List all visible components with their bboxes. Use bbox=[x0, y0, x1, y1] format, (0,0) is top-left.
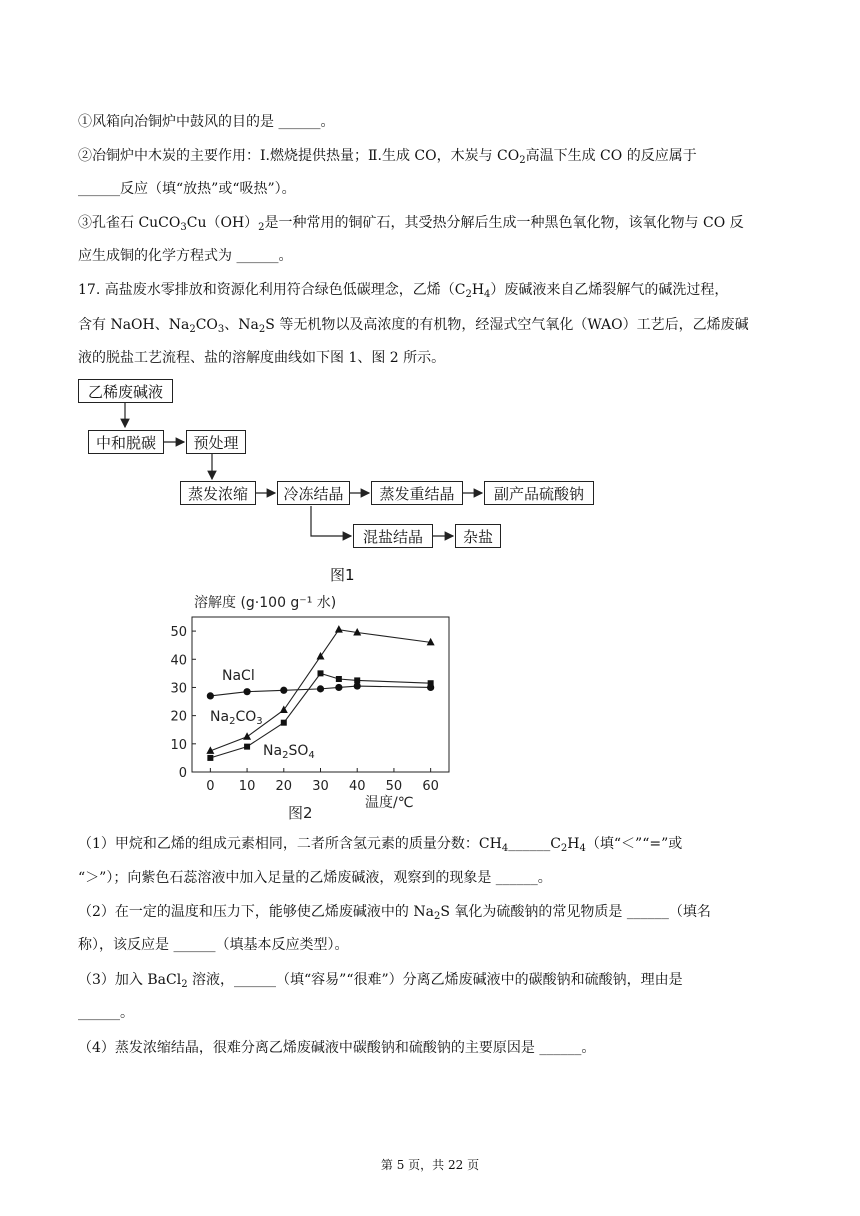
data-point-na2co3 bbox=[244, 744, 250, 750]
x-tick-label: 50 bbox=[385, 779, 403, 794]
flow-box-mixed-salt-crystallize: 混盐结晶 bbox=[353, 524, 433, 548]
data-point-nacl bbox=[207, 692, 214, 699]
y-tick-label: 10 bbox=[170, 737, 187, 753]
y-tick-label: 50 bbox=[170, 625, 187, 641]
line-q3-part1: （3）加入 BaCl$_2$ 溶液，______（填“容易”“很难”）分离乙烯废碱液中的碳酸钠和硫酸钠，理由是 bbox=[78, 972, 683, 990]
data-point-nacl bbox=[280, 687, 287, 694]
x-tick-label: 30 bbox=[312, 779, 329, 794]
flow-box-recrystallize: 蒸发重结晶 bbox=[371, 481, 463, 505]
series-label-na2co3: $Na_2CO_3$ bbox=[210, 709, 263, 727]
flow-box-freeze-crystallize: 冷冻结晶 bbox=[277, 481, 350, 505]
figure2-caption: 图2 bbox=[288, 804, 313, 822]
series-label-nacl: NaCl bbox=[222, 668, 255, 684]
flow-box-neutralize-decarbonize: 中和脱碳 bbox=[88, 430, 164, 454]
flow-box-mixed-salt: 杂盐 bbox=[455, 524, 501, 548]
figure1-caption: 图1 bbox=[330, 566, 355, 584]
y-tick-label: 20 bbox=[170, 709, 187, 725]
data-point-na2co3 bbox=[318, 670, 324, 676]
data-point-na2so4 bbox=[335, 625, 343, 633]
data-point-na2co3 bbox=[428, 680, 434, 686]
y-tick-label: 30 bbox=[170, 681, 187, 697]
line-q17-figures: 液的脱盐工艺流程、盐的溶解度曲线如下图 1、图 2 所示。 bbox=[78, 350, 446, 366]
chart-x-label: 温度/℃ bbox=[365, 795, 414, 811]
data-point-na2co3 bbox=[354, 677, 360, 683]
chart-y-label: 溶解度 (g·100 g⁻¹ 水) bbox=[194, 595, 337, 611]
data-point-na2co3 bbox=[207, 755, 213, 761]
x-tick-label: 40 bbox=[348, 779, 366, 794]
data-point-nacl bbox=[335, 684, 342, 691]
chart-plot-frame bbox=[192, 617, 449, 772]
data-point-na2co3 bbox=[281, 720, 287, 726]
series-label-na2so4: $Na_2SO_4$ bbox=[263, 743, 315, 761]
line-q4: （4）蒸发浓缩结晶，很难分离乙烯废碱液中碳酸钠和硫酸钠的主要原因是 ______。 bbox=[78, 1040, 596, 1056]
line-q3-part2: ______。 bbox=[78, 1005, 134, 1021]
line-charcoal-role: ②冶铜炉中木炭的主要作用：Ⅰ.燃烧提供热量；Ⅱ.生成 CO，木炭与 $CO_2$高温下生成 CO 的反应属于 bbox=[78, 148, 697, 166]
flow-box-byproduct-sodium-sulfate: 副产品硫酸钠 bbox=[484, 481, 594, 505]
x-tick-label: 10 bbox=[238, 779, 256, 794]
y-tick-label: 40 bbox=[170, 653, 187, 669]
flow-box-waste-lye: 乙稀废碱液 bbox=[78, 379, 173, 403]
line-bellows-question: ①风箱向冶铜炉中鼓风的目的是 ______。 bbox=[78, 114, 335, 130]
data-point-nacl bbox=[317, 685, 324, 692]
data-point-na2co3 bbox=[336, 676, 342, 682]
data-point-na2so4 bbox=[243, 732, 251, 740]
data-point-nacl bbox=[243, 688, 250, 695]
line-q2-part2: 称），该反应是 ______（填基本反应类型）。 bbox=[78, 937, 349, 953]
flow-box-evaporate-concentrate: 蒸发浓缩 bbox=[180, 481, 256, 505]
y-tick-label: 0 bbox=[178, 766, 187, 781]
x-tick-label: 20 bbox=[275, 779, 293, 794]
x-tick-label: 0 bbox=[206, 779, 215, 794]
line-q1-part2: “＞”）；向紫色石蕊溶液中加入足量的乙烯废碱液，观察到的现象是 ______。 bbox=[78, 870, 552, 886]
line-q17-composition: 含有 NaOH、$Na_2CO_3$、$Na_2S$ 等无机物以及高浓度的有机物，经湿式空气氧化（WAO）工艺后，乙烯废碱 bbox=[78, 317, 749, 335]
flow-box-pretreatment: 预处理 bbox=[186, 430, 246, 454]
line-q2-part1: （2）在一定的温度和压力下，能够使乙烯废碱液中的 $Na_2S$ 氧化为硫酸钠的常见物质是 ______（填名 bbox=[78, 904, 711, 922]
data-point-nacl bbox=[354, 682, 361, 689]
line-malachite: ③孔雀石 $CuCO_3Cu(OH)_2$是一种常用的铜矿石，其受热分解后生成一种黑色氧化物，该氧化物与 CO 反 bbox=[78, 215, 744, 233]
line-reaction-type: ______反应（填“放热”或“吸热”）。 bbox=[78, 181, 296, 197]
page-footer: 第 5 页，共 22 页 bbox=[380, 1158, 480, 1172]
line-copper-equation: 应生成铜的化学方程式为 ______。 bbox=[78, 248, 293, 264]
line-q17-intro: 17. 高盐废水零排放和资源化利用符合绿色低碳理念，乙烯$(C_2H_4)$废碱液来自乙烯裂解气的碱洗过程， bbox=[78, 282, 729, 300]
line-q1-part1: （1）甲烷和乙烯的组成元素相同，二者所含氢元素的质量分数：$CH_4\_\_\_\_\_\_C_2H_4$（填“＜”“=”或 bbox=[78, 836, 683, 854]
x-tick-label: 60 bbox=[422, 779, 439, 794]
